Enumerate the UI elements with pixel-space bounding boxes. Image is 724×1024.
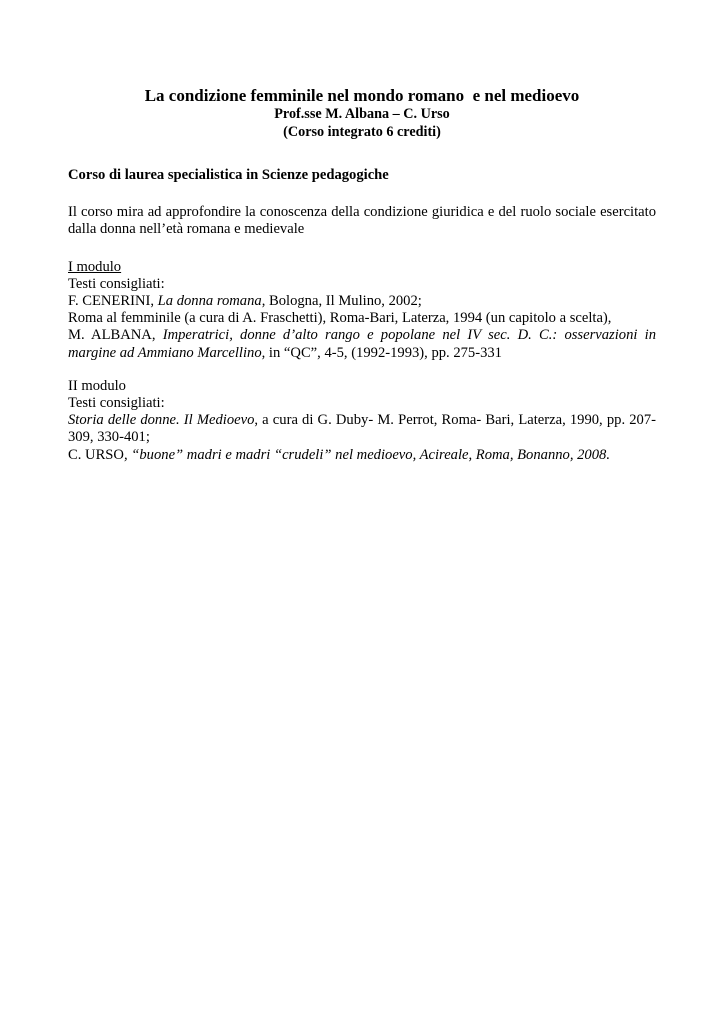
document-title: La condizione femminile nel mondo romano e nel medioevo [144, 86, 580, 105]
reference-title: Storia delle donne. Il Medioevo [68, 412, 255, 429]
reference-details: , in “QC”, 4-5, (1992-1993), pp. 275-331 [261, 344, 502, 361]
reference-title: , “buone” madri e madri “crudeli” nel medioevo, Acireale, Roma, Bonanno, 2008. [123, 446, 610, 463]
modulo-1-reference-3 [68, 327, 656, 361]
modulo-2-reference-1 [68, 412, 656, 446]
modulo-2-section [68, 378, 656, 464]
reference-title: La donna romana [157, 293, 262, 310]
document-page [68, 86, 656, 464]
reference-author: C. URSO [68, 446, 124, 463]
degree-heading: Corso di laurea specialistica in Scienze pedagogiche [68, 167, 389, 183]
modulo-1-reference-2: Roma al femminile (a cura di A. Fraschetti), Roma-Bari, Laterza, 1994 (un capitolo a scelta), [68, 310, 612, 327]
modulo-1-title: I modulo [68, 258, 122, 275]
reference-author: F. CENERINI, [68, 293, 158, 310]
reference-details: , Bologna, Il Mulino, 2002; [261, 293, 422, 310]
reference-details: , a cura di G. Duby- M. Perrot, Roma- Bari, Laterza, 1990, pp. 207-309, 330-401; [68, 412, 656, 446]
modulo-1-section [68, 259, 656, 362]
modulo-2-texts-label: Testi consigliati: [68, 395, 165, 412]
course-description: Il corso mira ad approfondire la conoscenza della condizione giuridica e del ruolo sociale esercitato dalla donna nell’età romana e medievale [68, 204, 656, 238]
modulo-2-reference-2 [68, 447, 656, 464]
modulo-2-title: II modulo [68, 377, 126, 394]
reference-author: M. ALBANA, [68, 327, 163, 344]
professors-line: Prof.sse M. Albana – C. Urso [274, 106, 450, 122]
modulo-1-texts-label: Testi consigliati: [68, 275, 165, 292]
document-header [68, 86, 656, 141]
reference-title: Imperatrici, donne d’alto rango e popolane nel IV sec. D. C.: osservazioni in margine ad Ammiano Marcellino [68, 327, 656, 361]
course-type-line: (Corso integrato 6 crediti) [283, 123, 441, 140]
modulo-1-reference-1 [68, 293, 656, 310]
